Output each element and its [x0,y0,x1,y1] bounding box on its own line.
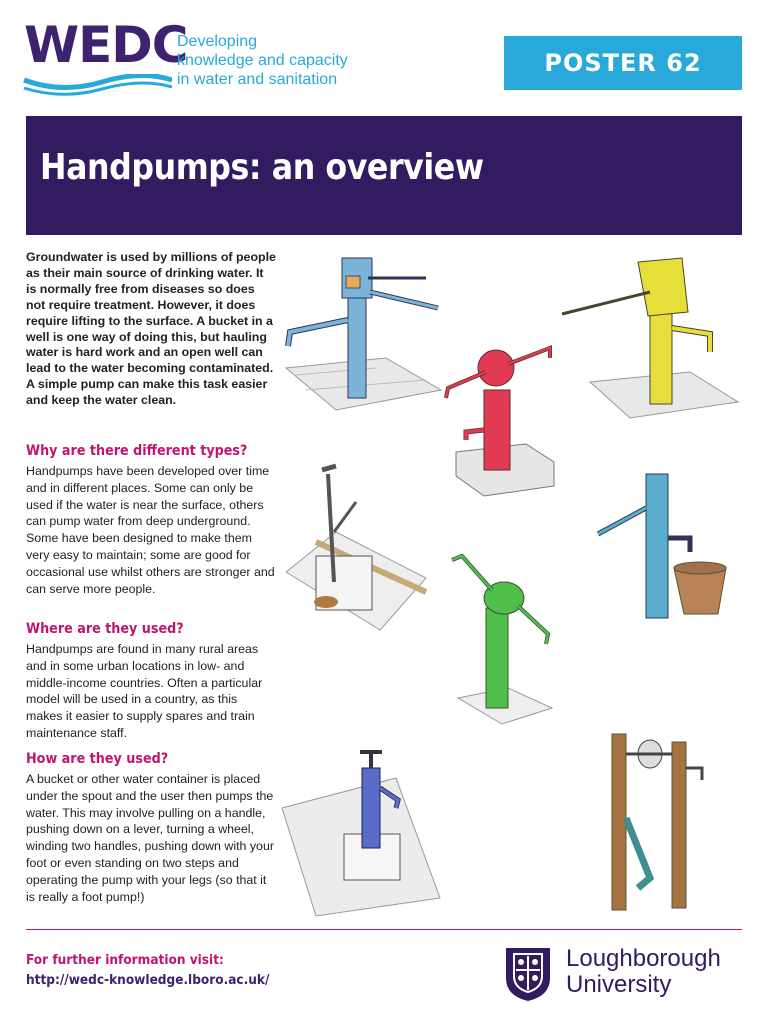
poster-number-label: POSTER 62 [544,49,702,77]
tagline-line: knowledge and capacity [177,52,348,69]
green-wheel-handpump-illustration [448,548,560,728]
section-heading-where: Where are they used? [26,621,184,637]
blue-lever-handpump-illustration [276,250,446,420]
wedc-logo: WEDC [24,16,188,74]
footer-info-label: For further information visit: [26,952,224,968]
wooden-rope-pump-illustration [592,728,712,918]
intro-paragraph: Groundwater is used by millions of people as their main source of drinking water. It is normally free from diseases so does not require treatment. However, it does require lifting to the surface. A bucket in a well is one way of doing this, but hauling water is hard work and an open well can lead to the water becoming contaminated. A simple pump can make this task easier and keep the water clean. [26,250,276,408]
section-body-why: Handpumps have been developed over time and in different places. Some can only be used if the water is near the surface, others can pump water from deep underground. Some have been designed to make them very easy to maintain; some are good for occasional use whilst others are stronger and can serve more people. [26,464,275,596]
tagline [177,32,397,89]
red-wheel-handpump-illustration [436,340,566,500]
tagline-line: in water and sanitation [177,71,338,88]
section-body-how: A bucket or other water container is placed under the spout and the user then pumps the water. This may involve pulling on a handle, pushing down on a lever, turning a wheel, winding two handles, pushing down with your foot or even standing on two steps and operating the pump with your legs (so that it is really a foot pump!) [26,772,274,904]
purple-t-handle-pump-illustration [276,748,442,918]
footer-website-link[interactable]: http://wedc-knowledge.lboro.ac.uk/ [26,972,270,988]
t-handle-direct-action-pump-illustration [276,462,432,637]
page-title: Handpumps: an overview [40,147,484,188]
section-heading-how: How are they used? [26,751,169,767]
loughborough-crest-icon [504,946,552,1002]
yellow-lever-handpump-illustration [560,252,740,422]
tagline-line: Developing [177,33,258,50]
university-name-line: Loughborough [566,945,721,972]
section-body-where: Handpumps are found in many rural areas and in some urban locations in low- and middle-income countries. Often a particular model will be used in a country, as this makes it easier to supply spares and train maintenance staff. [26,642,263,740]
university-name [566,946,721,998]
section-heading-why: Why are there different types? [26,443,248,459]
poster-number-badge [504,36,742,90]
teal-lever-pump-with-bucket-illustration [594,468,734,638]
footer-divider [26,929,742,930]
wedc-logo-wave [22,74,172,96]
university-name-line: University [566,971,672,998]
